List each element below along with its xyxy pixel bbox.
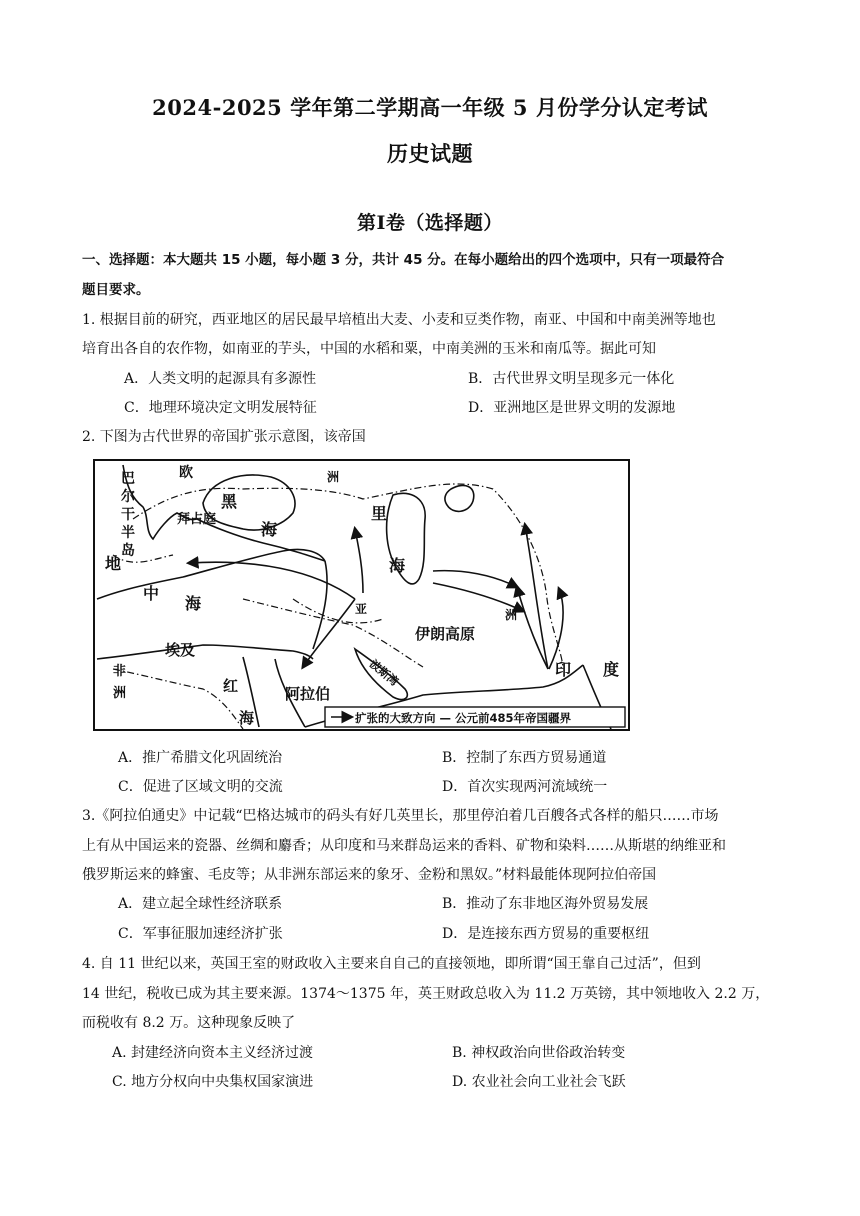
map-label-asia-1: 亚: [355, 602, 368, 616]
map-label-balkan-2: 尔: [121, 489, 135, 505]
q2-option-b: B．控制了东西方贸易通道: [442, 750, 607, 766]
q2-option-a: A．推广希腊文化巩固统治: [118, 750, 283, 766]
map-label-byzantium: 拜占庭: [177, 512, 217, 527]
q1-option-a: A．人类文明的起源具有多源性: [124, 371, 317, 387]
q3-stem-line2: 上有从中国运来的瓷器、丝绸和麝香；从印度和马来群岛运来的香料、矿物和染料……从斯堪的纳维亚和: [82, 838, 726, 854]
empire-expansion-map: [93, 459, 630, 731]
map-label-europe-2: 洲: [327, 470, 340, 484]
map-label-black-sea-2: 海: [261, 520, 278, 539]
q1-stem-line2: 培育出各自的农作物，如南亚的芋头，中国的水稻和粟，中南美洲的玉米和南瓜等。据此可知: [82, 341, 656, 357]
q1-option-c: C．地理环境决定文明发展特征: [124, 400, 317, 416]
exam-title: 2024-2025 学年第二学期高一年级 5 月份学分认定考试: [152, 95, 708, 120]
map-label-caspian-2: 海: [389, 556, 406, 575]
q4-stem-line3: 而税收有 8.2 万。这种现象反映了: [82, 1015, 296, 1031]
exam-subject: 历史试题: [387, 141, 473, 166]
q4-option-a: A. 封建经济向资本主义经济过渡: [112, 1045, 314, 1061]
q4-stem-line1: 4. 自 11 世纪以来，英国王室的财政收入主要来自自己的直接领地，即所谓“国王靠自己过活”，但到: [82, 956, 701, 972]
map-label-med-2: 中: [143, 584, 160, 603]
q4-option-b: B. 神权政治向世俗政治转变: [452, 1045, 626, 1061]
map-label-africa-1: 非: [113, 664, 127, 679]
map-label-black-sea-1: 黑: [221, 492, 238, 511]
q3-option-a: A．建立起全球性经济联系: [118, 896, 283, 912]
map-label-persian-gulf: 波斯湾: [367, 657, 401, 689]
q1-stem-line1: 1. 根据目前的研究，西亚地区的居民最早培植出大麦、小麦和豆类作物，南亚、中国和中南美洲等地也: [82, 312, 716, 328]
q4-option-d: D. 农业社会向工业社会飞跃: [452, 1074, 626, 1090]
map-legend: 扩张的大致方向 — 公元前485年帝国疆界: [355, 711, 572, 725]
q1-option-d: D．亚洲地区是世界文明的发源地: [468, 400, 676, 416]
q3-stem-line1: 3.《阿拉伯通史》中记载“巴格达城市的码头有好几英里长，那里停泊着几百艘各式各样的船只……市场: [82, 808, 719, 824]
map-label-india-2: 度: [603, 660, 620, 679]
map-label-europe-1: 欧: [179, 465, 193, 481]
section-title: 第Ⅰ卷（选择题）: [357, 212, 503, 234]
q4-stem-line2: 14 世纪，税收已成为其主要来源。1374～1375 年，英王财政总收入为 11.2 万英镑，其中领地收入 2.2 万，: [82, 986, 770, 1002]
map-label-asia-2: 洲: [505, 608, 518, 622]
map-label-india-1: 印: [555, 660, 572, 679]
map-label-africa-2: 洲: [113, 686, 127, 701]
q3-option-c: C．军事征服加速经济扩张: [118, 926, 283, 942]
q4-option-c: C. 地方分权向中央集权国家演进: [112, 1074, 314, 1090]
map-label-red-sea-2: 海: [239, 709, 255, 727]
map-label-balkan-1: 巴: [121, 471, 135, 487]
map-label-balkan-5: 岛: [121, 543, 135, 559]
map-label-caspian-1: 里: [371, 504, 388, 523]
map-label-egypt: 埃及: [165, 641, 196, 659]
map-label-balkan-3: 干: [121, 507, 135, 523]
map-label-balkan-4: 半: [121, 525, 135, 541]
q2-option-c: C．促进了区域文明的交流: [118, 779, 283, 795]
q2-option-d: D．首次实现两河流域统一: [442, 779, 608, 795]
q3-option-d: D．是连接东西方贸易的重要枢纽: [442, 926, 650, 942]
instructions-line2: 题目要求。: [82, 282, 150, 298]
map-label-med-1: 地: [105, 554, 122, 573]
q3-option-b: B．推动了东非地区海外贸易发展: [442, 896, 649, 912]
instructions-line1: 一、选择题：本大题共 15 小题，每小题 3 分，共计 45 分。在每小题给出的四个选项中，只有一项最符合: [82, 252, 725, 268]
q3-stem-line3: 俄罗斯运来的蜂蜜、毛皮等；从非洲东部运来的象牙、金粉和黑奴。”材料最能体现阿拉伯帝国: [82, 867, 657, 883]
q2-stem: 2. 下图为古代世界的帝国扩张示意图，该帝国: [82, 429, 366, 445]
map-label-iran: 伊朗高原: [415, 625, 476, 643]
map-label-arabia: 阿拉伯: [285, 685, 331, 703]
q1-option-b: B．古代世界文明呈现多元一体化: [468, 371, 675, 387]
map-label-med-3: 海: [185, 594, 202, 613]
map-label-red-sea-1: 红: [223, 677, 239, 695]
